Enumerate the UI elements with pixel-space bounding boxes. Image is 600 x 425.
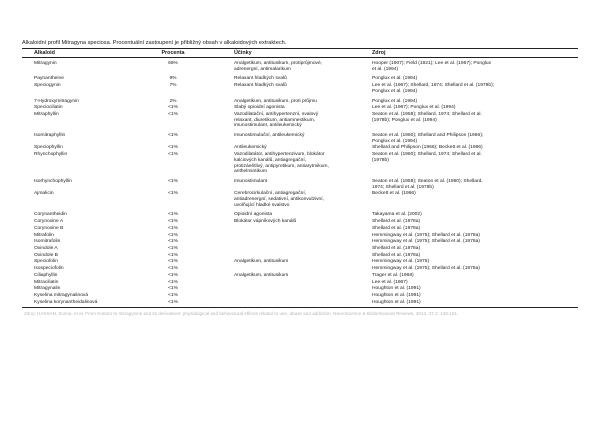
table-row	[22, 226, 578, 232]
ucinky-line: uvolňující hladké svalstvo	[234, 202, 290, 208]
cell-procenta: <1%	[168, 232, 178, 238]
zdroj-line: Houghton et al. (1991)	[372, 286, 421, 292]
zdroj-line: Seaton et al. (1958); Shellard, 1974; Shellard et al.	[372, 111, 482, 117]
table-row	[22, 259, 578, 265]
cell-alkaloid: Paynantheine	[34, 76, 64, 82]
cell-ucinky	[198, 226, 356, 232]
ucinky-line: kalciových kanálů, antiagregační,	[234, 157, 307, 163]
zdroj-line: Lee et al. (1967); Ponglux et al. (1994)	[372, 105, 456, 111]
zdroj-line: Houghton et al. (1991)	[372, 299, 421, 305]
cell-alkaloid: Corynoxine A	[34, 219, 64, 225]
cell-alkaloid: Mitragynalin	[34, 286, 61, 292]
cell-procenta: <1%	[168, 266, 178, 272]
table-row	[22, 179, 578, 190]
cell-zdroj	[356, 239, 578, 245]
cell-alkaloid: Mitraphyllin	[34, 111, 59, 117]
table-row	[22, 212, 578, 218]
cell-zdroj	[356, 105, 578, 111]
zdroj-line: Hemmingway et al. (1975); Shellard et al. (1978a)	[372, 266, 480, 272]
cell-zdroj	[356, 259, 578, 265]
cell-zdroj	[356, 76, 578, 82]
zdroj-line: Houghton et al. (1991)	[372, 292, 421, 298]
table-row	[22, 112, 578, 129]
cell-ucinky	[198, 99, 356, 105]
cell-zdroj	[356, 233, 578, 239]
ucinky-line: Vazodilatátor, antihypertenzivum, blokátor	[234, 152, 325, 158]
ucinky-line: relaxant, diuretikum, antiamnestikum,	[234, 117, 316, 123]
cell-alkaloid: Ajmalicin	[34, 191, 54, 197]
table-header	[22, 49, 578, 58]
zdroj-line: Trager et al. (1968)	[372, 272, 414, 278]
cell-ucinky	[198, 219, 356, 225]
ucinky-line: Imunostimulant	[234, 178, 268, 184]
table-row	[22, 266, 578, 272]
cell-zdroj	[356, 112, 578, 129]
zdroj-line: Lee et al. (1967); Shellard, 1974; Shellard et al. (1978b);	[372, 83, 495, 89]
cell-alkaloid: 7-Hydroxymitragynin	[34, 98, 79, 104]
cell-procenta: <1%	[168, 152, 178, 158]
zdroj-line: Shellard et al. (1978a)	[372, 219, 421, 225]
cell-zdroj	[356, 300, 578, 306]
cell-procenta: <1%	[168, 239, 178, 245]
cell-ucinky	[198, 76, 356, 82]
zdroj-line: Takayama et al. (2002)	[372, 212, 422, 218]
cell-zdroj	[356, 226, 578, 232]
table-row	[22, 76, 578, 82]
zdroj-line: (1978b)	[372, 157, 389, 163]
zdroj-line: Shellard et al. (1978a)	[372, 225, 421, 231]
zdroj-line: Hooper (1907); Field (1921); Lee et al. (1967); Ponglux	[372, 61, 492, 66]
header-zdroj: Zdroj	[372, 50, 386, 56]
cell-procenta: <1%	[168, 212, 178, 218]
zdroj-line: Shellard et al. (1978a)	[372, 245, 421, 251]
zdroj-line: Seaton et al. (1960); Shellard and Philipson (1966);	[372, 133, 484, 139]
header-ucinky: Účinky	[234, 50, 252, 56]
cell-procenta: <1%	[168, 299, 178, 305]
cell-ucinky	[198, 286, 356, 292]
cell-alkaloid: Isospeciofolin	[34, 266, 64, 272]
zdroj-line: Beckett et al. (1966)	[372, 191, 416, 197]
cell-ucinky	[198, 105, 356, 111]
cell-alkaloid: Rhynchophyllin	[34, 152, 68, 158]
ucinky-line: Antileukemický	[234, 145, 267, 151]
cell-alkaloid: Ciliaphyllin	[34, 272, 58, 278]
cell-ucinky	[198, 293, 356, 299]
ucinky-line: Vazodilatační, antihypertenzní, svalový	[234, 111, 319, 117]
cell-zdroj	[356, 179, 578, 190]
cell-procenta: 66%	[168, 61, 178, 66]
cell-procenta: 9%	[169, 76, 177, 82]
zdroj-line: Ponglux et al. (1994)	[372, 98, 418, 104]
cell-zdroj	[356, 61, 578, 72]
cell-procenta: <1%	[168, 245, 178, 251]
cell-zdroj	[356, 293, 578, 299]
ucinky-line: Relaxant hladkých svalů	[234, 76, 287, 82]
table-row	[22, 191, 578, 208]
cell-zdroj	[356, 191, 578, 208]
ucinky-line: protizánětlivý, antipyretikum, antiarytmikum,	[234, 163, 329, 169]
cell-alkaloid: Speciociliatin	[34, 105, 63, 111]
cell-zdroj	[356, 280, 578, 286]
source-citation: Zdroj: HASSAN, Zurina, et al. From Kratom to mitragynine and its derivatives: physiological and behavioural effects related to use, abuse and addiction. Neuroscience & Biobehavioral Reviews, 2013, 37.2: 138-151.	[24, 311, 459, 317]
cell-ucinky	[198, 133, 356, 144]
cell-zdroj	[356, 253, 578, 259]
ucinky-line: Relaxant hladkých svalů	[234, 83, 287, 89]
table-row	[22, 83, 578, 94]
ucinky-line: Slabý opioidní agonista	[234, 105, 285, 111]
cell-zdroj	[356, 83, 578, 94]
zdroj-line: Lee et al. (1967)	[372, 279, 408, 285]
ucinky-line: Blokátor vápníkových kanálů	[234, 219, 297, 225]
cell-ucinky	[198, 179, 356, 190]
cell-alkaloid: Oxindole A	[34, 245, 58, 251]
cell-zdroj	[356, 266, 578, 272]
zdroj-line: Hemmingway et al. (1975); Shellard et al. (1978a)	[372, 232, 480, 238]
table-row	[22, 239, 578, 245]
cell-procenta: 2%	[169, 98, 177, 104]
zdroj-line: Ponglux et al. (1994)	[372, 88, 418, 94]
cell-procenta: <1%	[168, 105, 178, 111]
table-row	[22, 99, 578, 105]
zdroj-line: et al. (1994)	[372, 66, 399, 72]
zdroj-line: Seaton et al. (1958); Seaton et al. (1960); Shellard,	[372, 178, 483, 184]
table-row	[22, 145, 578, 151]
table-body	[22, 61, 578, 305]
table-row	[22, 246, 578, 252]
ucinky-line: anthelmintikum	[234, 169, 267, 175]
cell-ucinky	[198, 300, 356, 306]
ucinky-line: Opioidní agonista	[234, 212, 273, 218]
cell-procenta: <1%	[168, 191, 178, 197]
cell-zdroj	[356, 286, 578, 292]
cell-procenta: <1%	[168, 133, 178, 139]
cell-zdroj	[356, 219, 578, 225]
alkaloid-table-document	[22, 40, 578, 316]
cell-ucinky	[198, 61, 356, 72]
header-procenta: Procenta	[161, 50, 185, 56]
cell-zdroj	[356, 133, 578, 144]
table-row	[22, 219, 578, 225]
zdroj-line: 1974; Shellard et al. (1978b)	[372, 184, 434, 190]
cell-procenta: <1%	[168, 286, 178, 292]
cell-ucinky	[198, 259, 356, 265]
cell-zdroj	[356, 212, 578, 218]
cell-alkaloid: Isorhynchophyllin	[34, 178, 72, 184]
cell-alkaloid: Kyselina korynantheidalinová	[34, 299, 98, 305]
table-row	[22, 280, 578, 286]
cell-procenta: <1%	[168, 178, 178, 184]
cell-zdroj	[356, 145, 578, 151]
cell-ucinky	[198, 212, 356, 218]
table-row	[22, 273, 578, 279]
cell-alkaloid: Isomitraphyllin	[34, 133, 66, 139]
zdroj-line: Ponglux et al. (1994)	[372, 76, 418, 82]
table-row	[22, 61, 578, 72]
cell-alkaloid: Isomitrafolin	[34, 239, 61, 245]
table-row	[22, 286, 578, 292]
ucinky-line: Imunostimulační, antileukemický	[234, 133, 305, 139]
cell-ucinky	[198, 152, 356, 175]
cell-ucinky	[198, 280, 356, 286]
cell-ucinky	[198, 233, 356, 239]
cell-ucinky	[198, 191, 356, 208]
table-row	[22, 233, 578, 239]
cell-zdroj	[356, 152, 578, 175]
cell-ucinky	[198, 246, 356, 252]
cell-alkaloid: Corynoxine B	[34, 225, 64, 231]
ucinky-line: antiadrenergní, sedativní, antikonvulzivní,	[234, 197, 324, 203]
cell-zdroj	[356, 246, 578, 252]
cell-ucinky	[198, 83, 356, 94]
table-row	[22, 253, 578, 259]
ucinky-line: adrenergní, antimalarikum	[234, 66, 291, 72]
cell-alkaloid: Mitragynin	[34, 61, 57, 66]
cell-zdroj	[356, 99, 578, 105]
cell-alkaloid: Kyselina mitragynalinová	[34, 292, 89, 298]
cell-procenta: <1%	[168, 279, 178, 285]
cell-procenta: 7%	[169, 83, 177, 89]
ucinky-line: Analgetikum, antitusikum	[234, 259, 289, 265]
ucinky-line: Analgetikum, antitusikum, proti průjmu	[234, 98, 317, 104]
cell-alkaloid: Mitrafolin	[34, 232, 54, 238]
table-caption: Alkaloidní profil Mitragyna speciosa. Procentuální zastoupení je přibližný obsah v alkaloidových extraktech.	[22, 40, 287, 46]
ucinky-line: imunostimulant, antileukemický	[234, 123, 302, 129]
table-row	[22, 133, 578, 144]
cell-procenta: <1%	[168, 252, 178, 258]
table-row	[22, 300, 578, 306]
cell-ucinky	[198, 253, 356, 259]
zdroj-line: Hemmingway et al. (1975)	[372, 259, 430, 265]
cell-procenta: <1%	[168, 219, 178, 225]
ucinky-line: Analgetikum, antitusikum	[234, 272, 289, 278]
cell-procenta: <1%	[168, 111, 178, 117]
cell-ucinky	[198, 112, 356, 129]
table-row	[22, 293, 578, 299]
cell-procenta: <1%	[168, 292, 178, 298]
cell-ucinky	[198, 273, 356, 279]
zdroj-line: Ponglux et al. (1994)	[372, 138, 418, 144]
ucinky-line: Cerebrocirkulační, antiagregační,	[234, 191, 307, 197]
cell-alkaloid: Speciogynin	[34, 83, 61, 89]
table-row	[22, 152, 578, 175]
zdroj-line: Shellard and Philipson (1966); Beckett et al. (1966)	[372, 145, 483, 151]
cell-ucinky	[198, 239, 356, 245]
cell-alkaloid: Speciofolin	[34, 259, 58, 265]
table-row	[22, 105, 578, 111]
cell-procenta: <1%	[168, 225, 178, 231]
zdroj-line: Seaton et al. (1960); Shellard, 1974; Shellard et al.	[372, 152, 482, 158]
cell-alkaloid: Oxindole B	[34, 252, 58, 258]
cell-procenta: <1%	[168, 145, 178, 151]
header-alkaloid: Alkaloid	[34, 50, 55, 56]
cell-procenta: <1%	[168, 259, 178, 265]
cell-procenta: <1%	[168, 272, 178, 278]
zdroj-line: (1978b); Ponglux et al. (1994)	[372, 117, 437, 123]
zdroj-line: Shellard et al. (1978a)	[372, 252, 421, 258]
zdroj-line: Hemmingway et al. (1975); Shellard et al. (1978a)	[372, 239, 480, 245]
cell-alkaloid: Speciophyllin	[34, 145, 63, 151]
bottom-rule	[22, 307, 578, 308]
cell-ucinky	[198, 266, 356, 272]
cell-alkaloid: Corynantheidin	[34, 212, 67, 218]
ucinky-line: Analgetikum, antitusikum, protiprůjmové,	[234, 61, 323, 66]
cell-zdroj	[356, 273, 578, 279]
cell-alkaloid: Mitraciliatin	[34, 279, 59, 285]
cell-ucinky	[198, 145, 356, 151]
